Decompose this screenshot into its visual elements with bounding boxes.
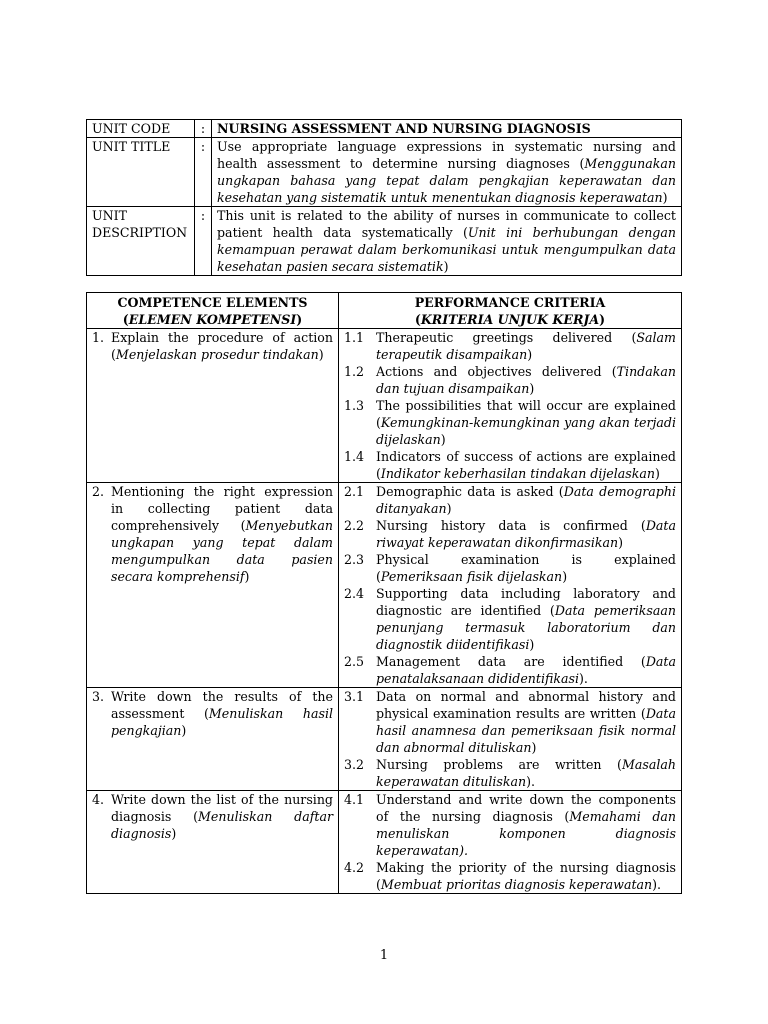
criterion-text: Physical examination is explained (Pemeriksaan fisik dijelaskan) <box>376 552 676 584</box>
criterion-number: 3.1 <box>344 689 365 704</box>
unit-code-row <box>87 120 682 138</box>
colon: : <box>195 138 212 207</box>
criterion-number: 1.2 <box>344 364 365 379</box>
unit-description-value: This unit is related to the ability of nurses in communicate to collect patient health data systematically (Unit ini berhubungan dengan kemampuan perawat dalam berkomunikasi untuk mengumpulkan data kesehatan pasien secara sistematik) <box>212 207 682 276</box>
performance-criteria-cell <box>339 329 682 483</box>
colon: : <box>195 120 212 138</box>
criterion-number: 2.4 <box>344 586 365 601</box>
competence-table-header <box>87 293 682 329</box>
element-number: 2. <box>92 484 105 499</box>
competence-row <box>87 688 682 791</box>
competence-element <box>92 688 333 739</box>
unit-code-value: NURSING ASSESSMENT AND NURSING DIAGNOSIS <box>217 121 591 136</box>
performance-criteria-header: PERFORMANCE CRITERIA (KRITERIA UNJUK KERJA) <box>339 293 682 329</box>
criterion-item <box>344 859 676 893</box>
criterion-item <box>344 585 676 653</box>
unit-description-label: UNIT DESCRIPTION <box>87 207 195 276</box>
criterion-number: 2.2 <box>344 518 365 533</box>
element-number: 1. <box>92 330 105 345</box>
element-text: Mentioning the right expression in collecting patient data comprehensively (Menyebutkan ungkapan yang tepat dalam mengumpulkan data pasien secara komprehensif) <box>111 484 333 584</box>
criterion-number: 1.1 <box>344 330 365 345</box>
criterion-text: Supporting data including laboratory and diagnostic are identified (Data pemeriksaan penunjang termasuk laboratorium dan diagnostik diidentifikasi) <box>376 586 676 652</box>
criterion-number: 2.5 <box>344 654 365 669</box>
criterion-item <box>344 517 676 551</box>
criterion-item <box>344 653 676 687</box>
element-text: Write down the list of the nursing diagnosis (Menuliskan daftar diagnosis) <box>111 792 333 841</box>
element-text: Write down the results of the assessment (Menuliskan hasil pengkajian) <box>111 689 333 738</box>
criterion-text: Indicators of success of actions are explained (Indikator keberhasilan tindakan dijelaskan) <box>376 449 676 481</box>
competence-row <box>87 791 682 894</box>
criterion-number: 1.4 <box>344 449 365 464</box>
criterion-text: Demographic data is asked (Data demographi ditanyakan) <box>376 484 677 516</box>
criterion-text: Understand and write down the components of the nursing diagnosis (Memahami dan menuliskan komponen diagnosis keperawatan). <box>376 792 676 858</box>
criterion-item <box>344 329 676 363</box>
performance-criteria-cell <box>339 483 682 688</box>
criterion-text: Making the priority of the nursing diagnosis (Membuat prioritas diagnosis keperawatan). <box>376 860 676 892</box>
criterion-text: Therapeutic greetings delivered (Salam terapeutik disampaikan) <box>376 330 676 362</box>
competence-elements-header: COMPETENCE ELEMENTS (ELEMEN KOMPETENSI) <box>87 293 339 329</box>
competence-element <box>92 483 333 585</box>
unit-title-value: Use appropriate language expressions in systematic nursing and health assessment to determine nursing diagnoses (Menggunakan ungkapan bahasa yang tepat dalam pengkajian keperawatan dan kesehatan yang sistematik untuk menentukan diagnosis keperawatan) <box>212 138 682 207</box>
element-number: 3. <box>92 689 105 704</box>
competence-row <box>87 483 682 688</box>
criterion-text: Data on normal and abnormal history and physical examination results are written (Data hasil anamnesa dan pemeriksaan fisik normal dan abnormal dituliskan) <box>376 689 676 755</box>
criterion-text: The possibilities that will occur are explained (Kemungkinan-kemungkinan yang akan terjadi dijelaskan) <box>376 398 676 447</box>
unit-title-row <box>87 138 682 207</box>
criterion-number: 4.2 <box>344 860 365 875</box>
criterion-number: 2.3 <box>344 552 365 567</box>
criterion-item <box>344 791 676 859</box>
criterion-text: Nursing history data is confirmed (Data riwayat keperawatan dikonfirmasikan) <box>376 518 676 550</box>
competence-table <box>86 292 682 894</box>
competence-element <box>92 791 333 842</box>
criterion-number: 4.1 <box>344 792 365 807</box>
criterion-item <box>344 397 676 448</box>
unit-info-table <box>86 119 682 276</box>
criterion-item <box>344 363 676 397</box>
competence-element-cell <box>87 483 339 688</box>
performance-criteria-cell <box>339 688 682 791</box>
competence-element-cell <box>87 329 339 483</box>
unit-title-label: UNIT TITLE <box>87 138 195 207</box>
competence-row <box>87 329 682 483</box>
competence-element-cell <box>87 791 339 894</box>
criterion-text: Nursing problems are written (Masalah keperawatan dituliskan). <box>376 757 676 789</box>
element-number: 4. <box>92 792 105 807</box>
colon: : <box>195 207 212 276</box>
criterion-item <box>344 756 676 790</box>
element-text: Explain the procedure of action (Menjelaskan prosedur tindakan) <box>111 330 333 362</box>
criterion-number: 3.2 <box>344 757 365 772</box>
criterion-item <box>344 448 676 482</box>
unit-description-row <box>87 207 682 276</box>
criterion-text: Management data are identified (Data penatalaksanaan dididentifikasi). <box>376 654 676 686</box>
criterion-item <box>344 551 676 585</box>
competence-element-cell <box>87 688 339 791</box>
performance-criteria-cell <box>339 791 682 894</box>
page-number: 1 <box>379 948 389 963</box>
competence-element <box>92 329 333 363</box>
criterion-number: 1.3 <box>344 398 365 413</box>
criterion-number: 2.1 <box>344 484 365 499</box>
criterion-item <box>344 483 676 517</box>
criterion-item <box>344 688 676 756</box>
criterion-text: Actions and objectives delivered (Tindakan dan tujuan disampaikan) <box>376 364 676 396</box>
unit-code-label: UNIT CODE <box>87 120 195 138</box>
